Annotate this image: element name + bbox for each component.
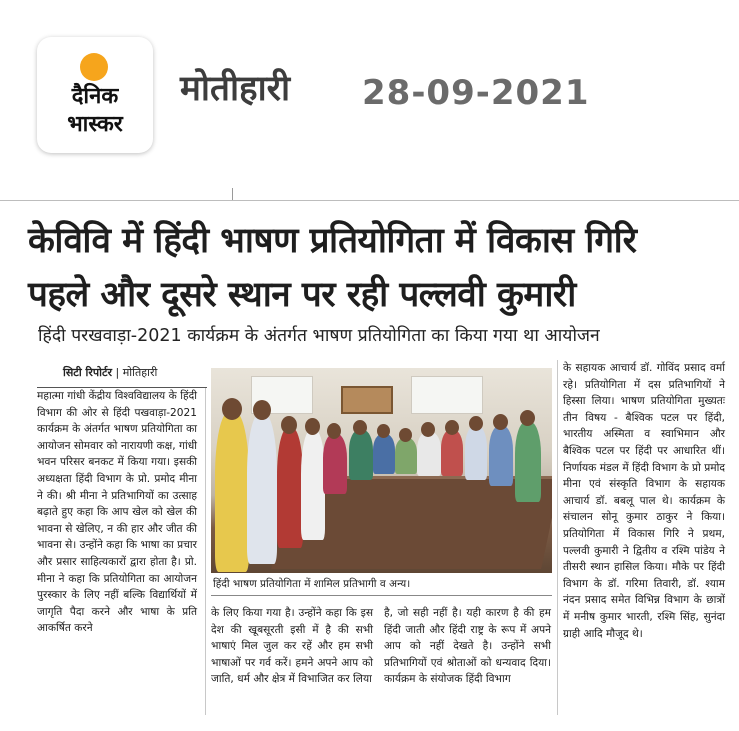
headline-line2: पहले और दूसरे स्थान पर रही पल्लवी कुमारी — [28, 275, 576, 315]
article-column-1: महात्मा गांधी केंद्रीय विश्वविद्यालय के हिंदी विभाग की ओर से हिंदी पखवाड़ा-2021 कार्यक्रम के अंतर्गत भाषण प्रतियोगिता का आयोजन सोमवार को नारायणी कक्ष, गांधी भवन परिसर बनकट में किया गया। इसकी अध्यक्षता हिंदी विभाग के प्रो. प्रमोद मीना ने की। श्री मीना ने प्रतिभागियों का उत्साह बढ़ाते हुए कहा कि आप खेल को खेल की भावना से खेलिए, न की हार और जीत की भावना से। उन्होंने कहा कि भाषा का प्रचार और प्रसार साहित्यकारों द्वारा होता है। प्रो. मीना ने कहा कि प्रतियोगिता का आयोजन पुरस्कार के लिए नहीं बल्कि विद्यार्थियों में जागृति पैदा करने और भाषा के प्रति आकर्षित करने — [37, 390, 197, 635]
headline — [28, 214, 728, 322]
photo-person — [515, 422, 541, 502]
photo-person — [489, 426, 513, 486]
photo-person — [395, 438, 417, 474]
photo-person-head — [253, 400, 271, 420]
photo-person — [441, 430, 463, 476]
photo-person-head — [353, 420, 367, 435]
byline — [63, 365, 157, 380]
photo-person-head — [445, 420, 459, 435]
byline-separator: | — [115, 366, 123, 379]
logo-line1: दैनिक — [71, 84, 119, 109]
edition-date: 28-09-2021 — [362, 73, 590, 113]
photo-person — [373, 434, 395, 474]
header-tick — [232, 188, 233, 200]
photo-person-head — [327, 423, 341, 439]
headline-line1: केविवि में हिंदी भाषण प्रतियोगिता में विकास गिरि — [28, 221, 637, 261]
dainik-bhaskar-logo — [37, 37, 153, 153]
logo-sun-icon — [80, 53, 108, 81]
photo-person — [247, 414, 277, 564]
caption-rule — [211, 595, 552, 596]
photo-person — [215, 412, 249, 572]
photo-wall-painting — [341, 386, 393, 414]
photo-person-head — [469, 416, 483, 431]
logo-line2: भास्कर — [67, 112, 123, 137]
photo-person-head — [399, 428, 412, 442]
subheadline: हिंदी परखवाड़ा-2021 कार्यक्रम के अंतर्गत भाषण प्रतियोगिता का किया गया था आयोजन — [38, 326, 600, 346]
photo-person-head — [520, 410, 535, 426]
photo-person — [349, 430, 373, 480]
photo-person-head — [377, 424, 390, 438]
photo-person-head — [305, 418, 320, 435]
photo-person — [465, 426, 487, 480]
photo-person — [417, 432, 441, 476]
photo-person — [277, 428, 303, 548]
photo-person-head — [493, 414, 508, 430]
article-column-4: के सहायक आचार्य डॉ. गोविंद प्रसाद वर्मा रहे। प्रतियोगिता में दस प्रतिभागियों ने हिस्सा लिया। भाषण प्रतियोगिता मुख्यतः तीन विषय - बैश्विक पटल पर हिंदी, भारतीय अस्मिता व स्वाभिमान और बैश्विक पटल पर हिंदी पर आधारित थीं। निर्णायक मंडल में हिंदी विभाग के प्रो प्रमोद मीना एवं संस्कृति विभाग के सहायक आचार्य डॉ. बबलू पाल थे। कार्यक्रम के संचालन सोनू कुमार ठाकुर ने किया। प्रतियोगिता में विकास गिरि ने प्रथम, पल्लवी कुमारी ने द्वितीय व रश्मि पांडेय ने तीसरी स्थान हासिल किया। मौके पर हिंदी विभाग के डॉ. गरिमा तिवारी, डॉ. श्याम नंदन प्रसाद समेत विभिन्न विभाग के छात्रों में मनीष कुमार भारती, रश्मि सिंह, सुनंदा ग्राही आदि मौजूद थे। — [563, 362, 725, 640]
photo-person — [301, 430, 325, 540]
photo-caption: हिंदी भाषण प्रतियोगिता में शामिल प्रतिभागी व अन्य। — [213, 578, 411, 590]
article-column-3: है, जो सही नहीं है। यही कारण है की हम हिंदी जाती और हिंदी राष्ट्र के रूप में अपने आप को नहीं देखते है। उन्होंने सभी प्रतिभागियों एवं श्रोताओं को धन्यवाद दिया। कार्यक्रम के संयोजक हिंदी विभाग — [384, 607, 551, 686]
byline-reporter: सिटी रिपोर्टर — [63, 366, 112, 379]
photo-person-head — [421, 422, 435, 437]
header-divider — [0, 200, 739, 201]
photo-person-head — [281, 416, 297, 434]
article-column-2: के लिए किया गया है। उन्होंने कहा कि इस देश की खूबसूरती इसी में है की सभी भाषाएं मिल जुल कर रहें और हम सभी भाषाओं पर गर्व करें। हमने अपने आप को जाति, धर्म और क्षेत्र में विभाजित कर लिया — [211, 607, 373, 686]
column-divider — [557, 360, 558, 715]
byline-place: मोतिहारी — [122, 366, 158, 379]
photo-window — [411, 376, 483, 414]
photo-person-head — [222, 398, 242, 420]
edition-city: मोतीहारी — [180, 69, 291, 109]
photo-person — [323, 434, 347, 494]
column-divider — [205, 388, 206, 715]
event-photo — [211, 368, 552, 573]
